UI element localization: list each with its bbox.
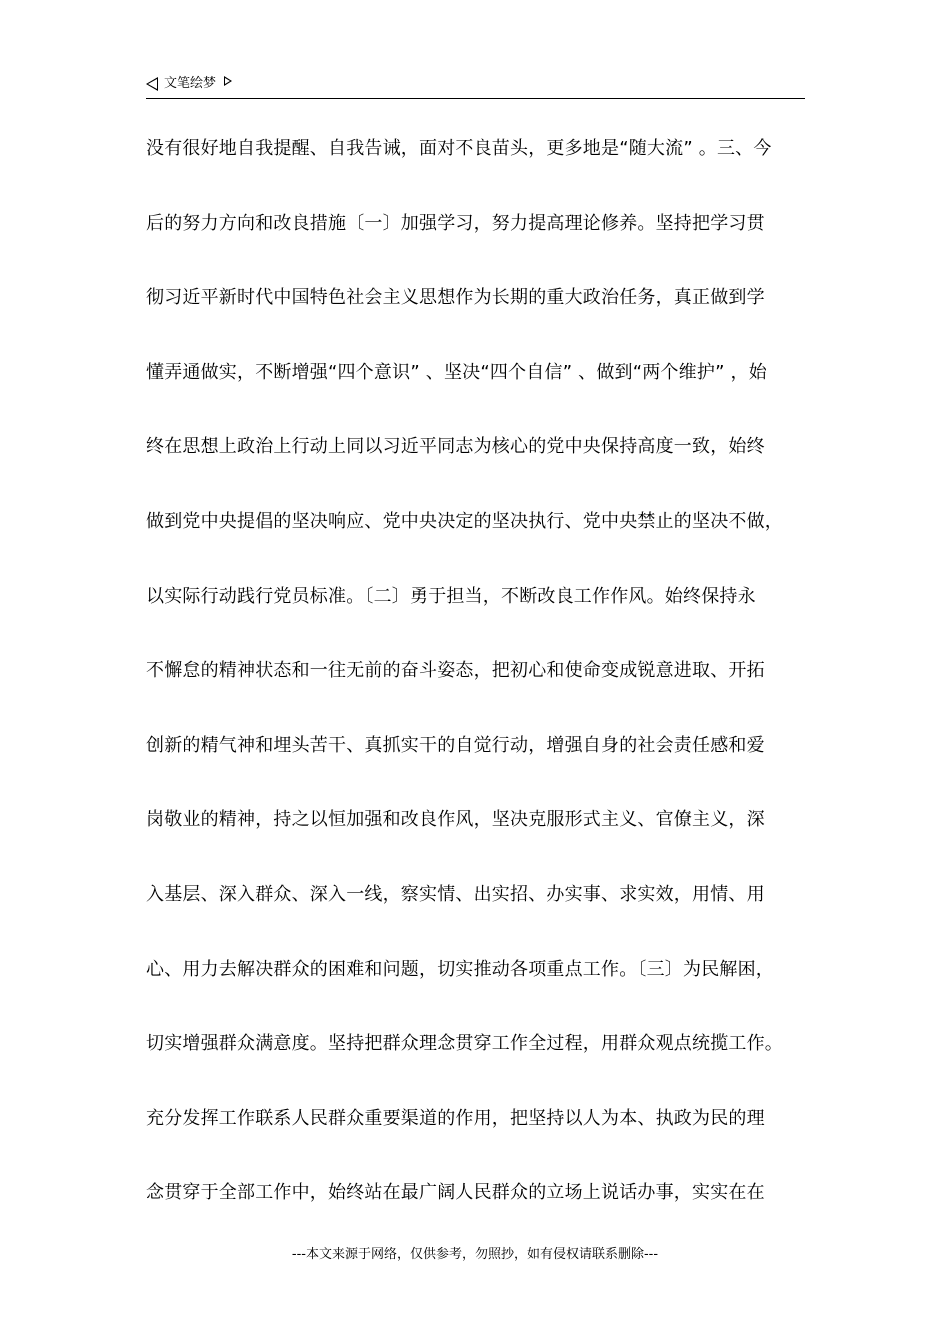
text-line: 终在思想上政治上行动上同以习近平同志为核心的党中央保持高度一致，始终 <box>146 436 765 458</box>
document-body <box>146 132 826 1251</box>
text-line: 做到党中央提倡的坚决响应、党中央决定的坚决执行、党中央禁止的坚决不做， <box>146 510 783 532</box>
text-line: 创新的精气神和埋头苦干、真抓实干的自觉行动，增强自身的社会责任感和爱 <box>146 734 765 756</box>
page-footer: ---本文来源于网络，仅供参考，勿照抄，如有侵权请联系删除--- <box>291 1247 659 1262</box>
text-line: 心、用力去解决群众的困难和问题，切实推动各项重点工作。〔三〕为民解困， <box>146 958 774 980</box>
triangle-left-icon <box>146 77 158 91</box>
text-line: 岗敬业的精神，持之以恒加强和改良作风，坚决克服形式主义、官僚主义，深 <box>146 809 765 831</box>
text-line: 后的努力方向和改良措施〔一〕加强学习，努力提高理论修养。坚持把学习贯 <box>146 212 765 234</box>
header-title: 文笔绘梦 <box>164 76 217 91</box>
page-header <box>146 72 805 99</box>
text-line: 切实增强群众满意度。坚持把群众理念贯穿工作全过程，用群众观点统揽工作。 <box>146 1033 783 1055</box>
text-line: 入基层、深入群众、深入一线，察实情、出实招、办实事、求实效，用情、用 <box>146 883 765 905</box>
text-line: 充分发挥工作联系人民群众重要渠道的作用，把坚持以人为本、执政为民的理 <box>146 1107 765 1129</box>
triangle-right-icon <box>224 76 232 86</box>
text-line: 不懈怠的精神状态和一往无前的奋斗姿态，把初心和使命变成锐意进取、开拓 <box>146 660 765 682</box>
text-line: 没有很好地自我提醒、自我告诫，面对不良苗头，更多地是“随大流” 。三、今 <box>146 138 772 159</box>
header-content <box>146 75 232 93</box>
text-line: 念贯穿于全部工作中，始终站在最广阔人民群众的立场上说话办事，实实在在 <box>146 1182 765 1204</box>
text-line: 彻习近平新时代中国特色社会主义思想作为长期的重大政治任务，真正做到学 <box>146 287 765 309</box>
text-line: 懂弄通做实，不断增强“四个意识” 、坚决“四个自信” 、做到“两个维护” ，始 <box>146 361 767 383</box>
text-line: 以实际行动践行党员标准。〔二〕勇于担当，不断改良工作作风。始终保持永 <box>146 585 756 607</box>
